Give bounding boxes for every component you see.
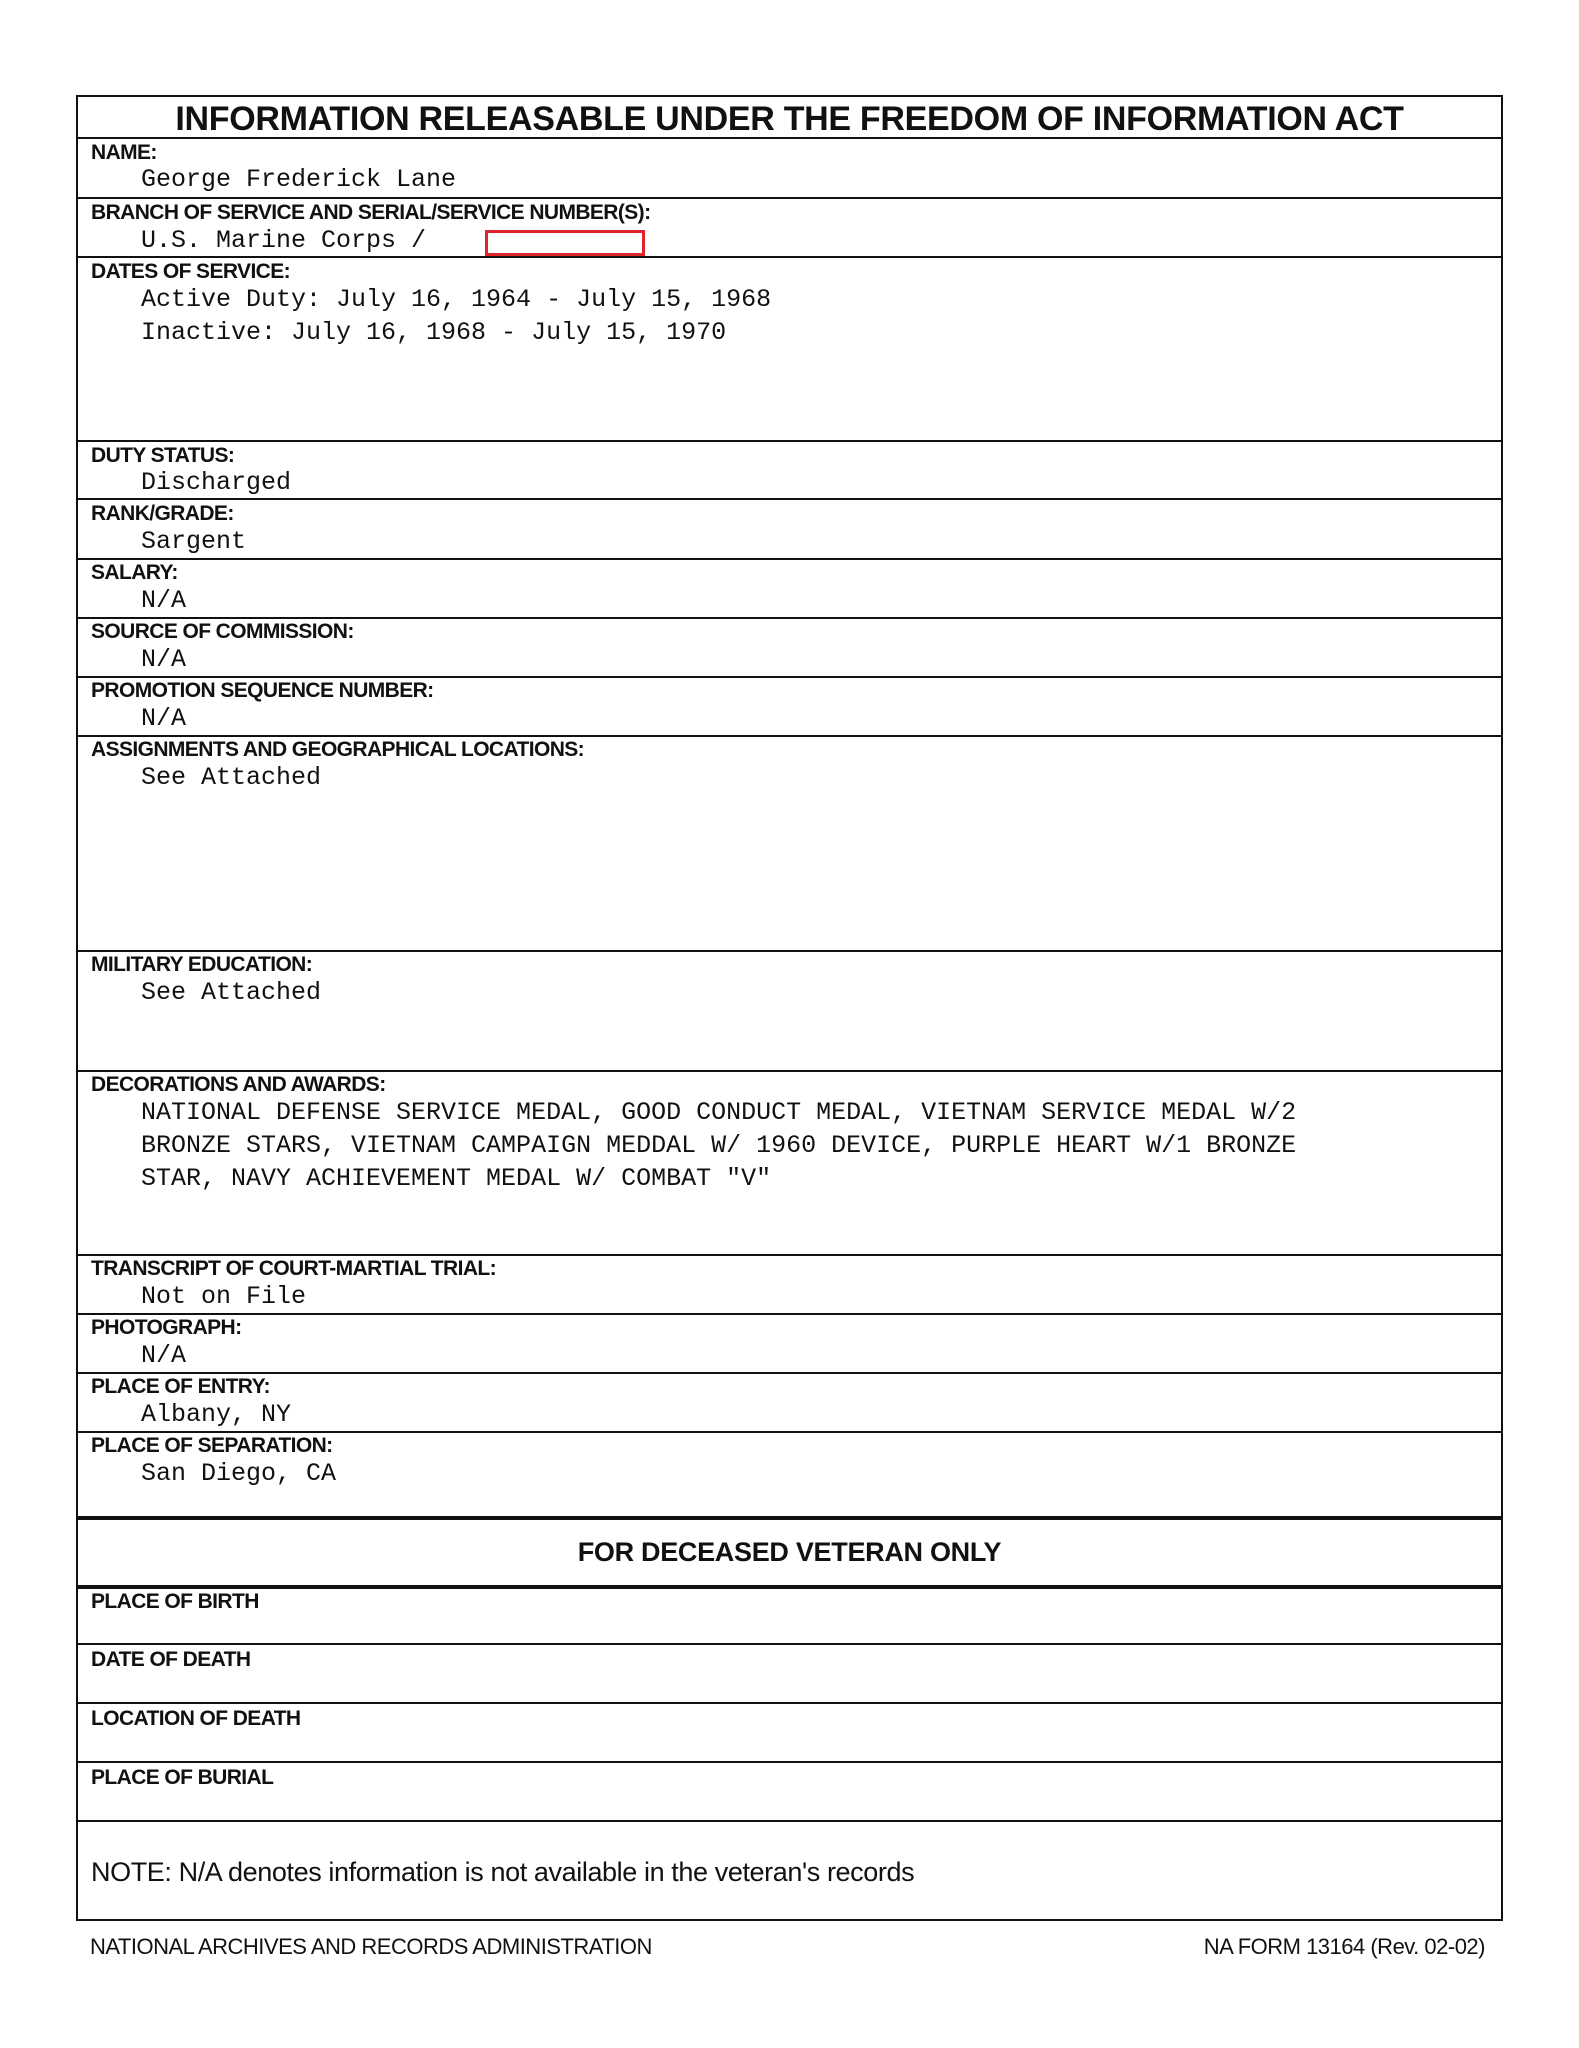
name-value: George Frederick Lane xyxy=(141,165,457,194)
note-text: NOTE: N/A denotes information is not available in the veteran's records xyxy=(91,1857,915,1887)
divider xyxy=(78,1643,1501,1645)
promotion-label: PROMOTION SEQUENCE NUMBER: xyxy=(91,679,434,702)
service-number-redaction xyxy=(485,230,645,256)
salary-value: N/A xyxy=(141,586,187,615)
military-education-label: MILITARY EDUCATION: xyxy=(91,953,313,976)
place-of-birth-label: PLACE OF BIRTH xyxy=(91,1590,259,1613)
divider xyxy=(78,1761,1501,1763)
promotion-value: N/A xyxy=(141,704,187,733)
form-title: INFORMATION RELEASABLE UNDER THE FREEDOM OF INFORMATION ACT xyxy=(175,100,1404,138)
divider xyxy=(78,676,1501,678)
divider xyxy=(78,950,1501,952)
name-label: NAME: xyxy=(91,141,157,164)
divider xyxy=(78,1070,1501,1072)
divider xyxy=(78,440,1501,442)
place-separation-label: PLACE OF SEPARATION: xyxy=(91,1434,333,1457)
divider xyxy=(78,137,1501,139)
photograph-value: N/A xyxy=(141,1341,187,1370)
deceased-section-title: FOR DECEASED VETERAN ONLY xyxy=(577,1537,1002,1567)
divider xyxy=(78,558,1501,560)
decorations-line: BRONZE STARS, VIETNAM CAMPAIGN MEDDAL W/ 1960 DEVICE, PURPLE HEART W/1 BRONZE xyxy=(141,1131,1297,1160)
date-of-death-label: DATE OF DEATH xyxy=(91,1648,251,1671)
place-of-burial-label: PLACE OF BURIAL xyxy=(91,1766,274,1789)
court-martial-value: Not on File xyxy=(141,1282,307,1311)
footer-form-number: NA FORM 13164 (Rev. 02-02) xyxy=(1203,1934,1485,1959)
divider xyxy=(78,617,1501,619)
divider xyxy=(78,1820,1501,1822)
branch-label: BRANCH OF SERVICE AND SERIAL/SERVICE NUMBER(S): xyxy=(91,201,651,224)
dates-label: DATES OF SERVICE: xyxy=(91,260,291,283)
source-commission-label: SOURCE OF COMMISSION: xyxy=(91,620,354,643)
salary-label: SALARY: xyxy=(91,561,178,584)
divider xyxy=(78,498,1501,500)
place-separation-value: San Diego, CA xyxy=(141,1459,337,1488)
branch-value: U.S. Marine Corps / xyxy=(141,226,427,255)
place-entry-value: Albany, NY xyxy=(141,1400,292,1429)
foia-form xyxy=(76,95,1503,1921)
assignments-label: ASSIGNMENTS AND GEOGRAPHICAL LOCATIONS: xyxy=(91,738,585,761)
divider xyxy=(78,256,1501,258)
rank-label: RANK/GRADE: xyxy=(91,502,234,525)
source-commission-value: N/A xyxy=(141,645,187,674)
decorations-line: NATIONAL DEFENSE SERVICE MEDAL, GOOD CONDUCT MEDAL, VIETNAM SERVICE MEDAL W/2 xyxy=(141,1098,1297,1127)
divider xyxy=(78,1431,1501,1433)
rank-value: Sargent xyxy=(141,527,247,556)
divider xyxy=(78,1585,1501,1589)
divider xyxy=(78,1313,1501,1315)
assignments-value: See Attached xyxy=(141,763,322,792)
active-duty-dates: Active Duty: July 16, 1964 - July 15, 1968 xyxy=(141,285,772,314)
military-education-value: See Attached xyxy=(141,978,322,1007)
location-of-death-label: LOCATION OF DEATH xyxy=(91,1707,301,1730)
decorations-label: DECORATIONS AND AWARDS: xyxy=(91,1073,386,1096)
decorations-line: STAR, NAVY ACHIEVEMENT MEDAL W/ COMBAT "V" xyxy=(141,1164,772,1193)
place-entry-label: PLACE OF ENTRY: xyxy=(91,1375,270,1398)
divider xyxy=(78,735,1501,737)
divider xyxy=(78,1372,1501,1374)
footer-agency: NATIONAL ARCHIVES AND RECORDS ADMINISTRATION xyxy=(90,1934,652,1959)
court-martial-label: TRANSCRIPT OF COURT-MARTIAL TRIAL: xyxy=(91,1257,497,1280)
divider xyxy=(78,197,1501,199)
inactive-dates: Inactive: July 16, 1968 - July 15, 1970 xyxy=(141,318,727,347)
divider xyxy=(78,1516,1501,1520)
photograph-label: PHOTOGRAPH: xyxy=(91,1316,242,1339)
divider xyxy=(78,1702,1501,1704)
duty-status-value: Discharged xyxy=(141,468,292,497)
duty-status-label: DUTY STATUS: xyxy=(91,444,235,467)
divider xyxy=(78,1254,1501,1256)
